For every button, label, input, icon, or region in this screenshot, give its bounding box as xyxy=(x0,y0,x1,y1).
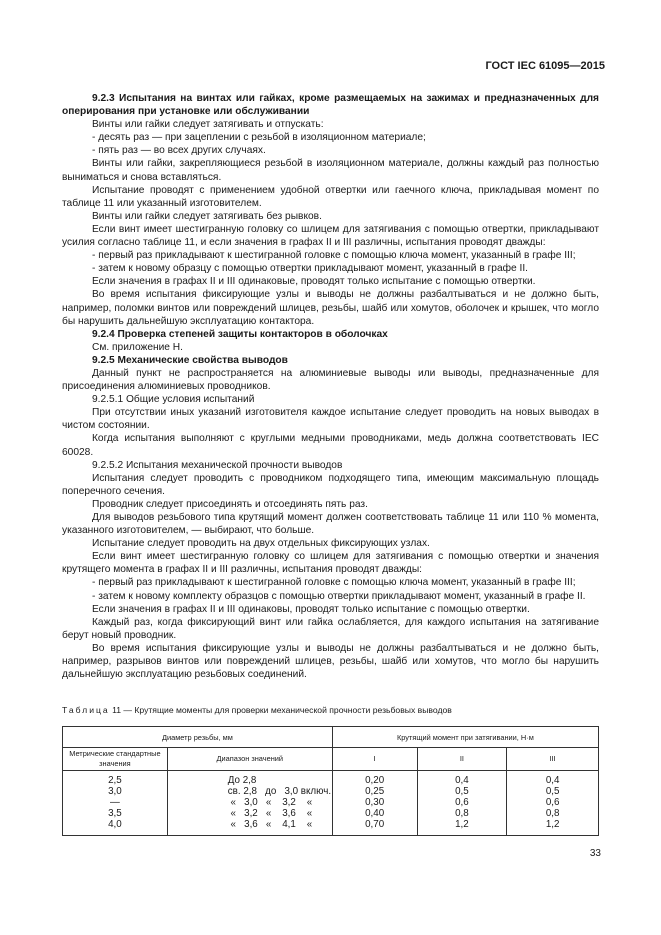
paragraph: Во время испытания фиксирующие узлы и выводы не должны разбалтываться и не должно быть, например, разрывов винтов или повреждений шлицев, резьбы, шайб или хомутов, что могло бы нарушить дальнейшую эксплуатацию резьбовых соединений. xyxy=(62,642,599,681)
paragraph: Испытания следует проводить с проводником подходящего типа, имеющим максимальную площадь поперечного сечения. xyxy=(62,472,599,497)
table-cell: — xyxy=(109,797,120,808)
cell-col-III xyxy=(507,771,599,836)
paragraph: Винты или гайки следует затягивать без рывков. xyxy=(92,210,322,222)
paragraph: Данный пункт не распространяется на алюминиевые выводы или выводы, предназначенные для присоединения алюминиевых проводников. xyxy=(62,367,599,393)
section-title: 9.2.5 Механические свойства выводов xyxy=(92,354,288,366)
paragraph: Каждый раз, когда фиксирующий винт или гайка ослабляется, для каждого испытания на затягивание берут новый проводник. xyxy=(62,616,599,641)
table-caption-label: Таблица xyxy=(62,705,110,715)
page-body xyxy=(62,92,599,681)
table-cell: 0,8 xyxy=(455,808,469,819)
table-caption-text: 11 — Крутящие моменты для проверки механической прочности резьбовых выводов xyxy=(109,705,452,715)
table-cell: « 3,6 « 4,1 « xyxy=(227,819,313,830)
paragraph: Когда испытания выполняют с круглыми медными проводниками, медь должна соответствовать IEC 60028. xyxy=(62,433,599,458)
cell-col-II xyxy=(417,771,507,836)
paragraph: Винты или гайки следует затягивать и отпускать: xyxy=(92,119,324,131)
list-item: - первый раз прикладывают к шестигранной головке с помощью ключа момент, указанный в графе III; xyxy=(92,250,576,262)
table-cell: 1,2 xyxy=(545,819,560,830)
table-cell: 3,5 xyxy=(108,808,122,819)
header-torque: Крутящий момент при затягивании, Н·м xyxy=(332,727,598,748)
table-cell: « 3,0 « 3,2 « xyxy=(227,797,313,808)
section-title: 9.2.3 Испытания на винтах или гайках, кроме размещаемых на зажимах и предназначенных для оперирования при установке или обслуживании xyxy=(62,93,599,118)
paragraph: Проводник следует присоединять и отсоединять пять раз. xyxy=(92,498,368,510)
header-col-III: III xyxy=(507,748,599,771)
table-cell: св. 2,8 до 3,0 включ. xyxy=(227,786,332,797)
table-subheader-row xyxy=(63,748,599,771)
paragraph: См. приложение Н. xyxy=(92,341,183,353)
table-cell: 0,40 xyxy=(365,808,385,819)
paragraph: Для выводов резьбового типа крутящий момент должен соответствовать таблице 11 или 110 % момента, указанного изготовителем, — выбирают, что больше. xyxy=(62,512,599,537)
table-cell: 0,4 xyxy=(455,775,469,786)
paragraph: Во время испытания фиксирующие узлы и выводы не должны разбалтываться и не должно быть, например, поломки винтов или повреждений шлицев, резьбы, шайб или хомутов, оболочек и крышек, что могло бы нарушить дальнейшую эксплуатацию контактора. xyxy=(62,289,599,327)
table-row xyxy=(63,771,599,836)
list-item: - затем к новому образцу с помощью отвертки прикладывают момент, указанный в графе II. xyxy=(92,263,528,275)
list-item: - затем к новому комплекту образцов с помощью отвертки прикладывают момент, указанный в графе II. xyxy=(92,590,586,602)
table-cell: 4,0 xyxy=(108,819,122,830)
table-header-row xyxy=(63,727,599,748)
table-cell: 2,5 xyxy=(108,775,122,786)
table-caption xyxy=(62,705,452,715)
table-cell: 0,8 xyxy=(545,808,560,819)
subsection-title: 9.2.5.2 Испытания механической прочности выводов xyxy=(92,459,343,471)
cell-metric xyxy=(63,771,168,836)
header-col-I: I xyxy=(332,748,417,771)
list-item: - десять раз — при зацеплении с резьбой в изоляционном материале; xyxy=(92,132,426,144)
list-item: - первый раз прикладывают к шестигранной головке с помощью ключа момент, указанный в графе III; xyxy=(92,577,576,589)
header-range: Диапазон значений xyxy=(167,748,332,771)
table-cell: « 3,2 « 3,6 « xyxy=(227,808,313,819)
paragraph: Испытание проводят с применением удобной отвертки или гаечного ключа, прикладывая момент по таблице 11 или указанный изготовителем. xyxy=(62,184,599,209)
page-number: 33 xyxy=(589,848,601,859)
document-header: ГОСТ IEC 61095—2015 xyxy=(485,60,605,72)
table-cell: 0,70 xyxy=(365,819,385,830)
paragraph: Испытание следует проводить на двух отдельных фиксирующих узлах. xyxy=(92,538,430,550)
table-cell: 3,0 xyxy=(108,786,122,797)
table-cell: 0,4 xyxy=(545,775,560,786)
paragraph: Если значения в графах II и III одинаковые, проводят только испытание с помощью отвертки. xyxy=(92,276,536,288)
paragraph: Винты или гайки, закрепляющиеся резьбой в изоляционном материале, должны каждый раз полностью выниматься и снова вставляться. xyxy=(62,158,599,183)
table-cell: 1,2 xyxy=(455,819,469,830)
section-title: 9.2.4 Проверка степеней защиты контакторов в оболочках xyxy=(92,328,388,340)
table-cell: 0,6 xyxy=(545,797,560,808)
table-cell: 0,25 xyxy=(365,786,385,797)
subsection-title: 9.2.5.1 Общие условия испытаний xyxy=(92,394,255,406)
table-cell: 0,20 xyxy=(365,775,385,786)
cell-col-I xyxy=(332,771,417,836)
table-cell: 0,5 xyxy=(545,786,560,797)
header-metric: Метрические стандартные значения xyxy=(63,748,168,771)
table-cell: 0,30 xyxy=(365,797,385,808)
list-item: - пять раз — во всех других случаях. xyxy=(92,145,266,157)
paragraph: Если винт имеет шестигранную головку со шлицем для затягивания с помощью отвертки и значения крутящего момента в графах II и III различны, испытания проводят дважды: xyxy=(62,551,599,576)
paragraph: Если значения в графах II и III одинаковы, проводят только испытание с помощью отвертки. xyxy=(92,603,530,615)
header-col-II: II xyxy=(417,748,507,771)
paragraph: При отсутствии иных указаний изготовителя каждое испытание следует проводить на новых выводах в чистом состоянии. xyxy=(62,407,599,432)
header-diameter: Диаметр резьбы, мм xyxy=(63,727,333,748)
table-cell: До 2,8 xyxy=(227,775,257,786)
torque-table xyxy=(62,726,599,836)
cell-ranges xyxy=(167,771,332,836)
paragraph: Если винт имеет шестигранную головку со шлицем для затягивания с помощью отвертки, прикладывают усилия согласно таблице 11, и если значения в графах II и III различны, испытания проводят дважды: xyxy=(62,223,599,249)
table-cell: 0,6 xyxy=(455,797,469,808)
table-cell: 0,5 xyxy=(455,786,469,797)
